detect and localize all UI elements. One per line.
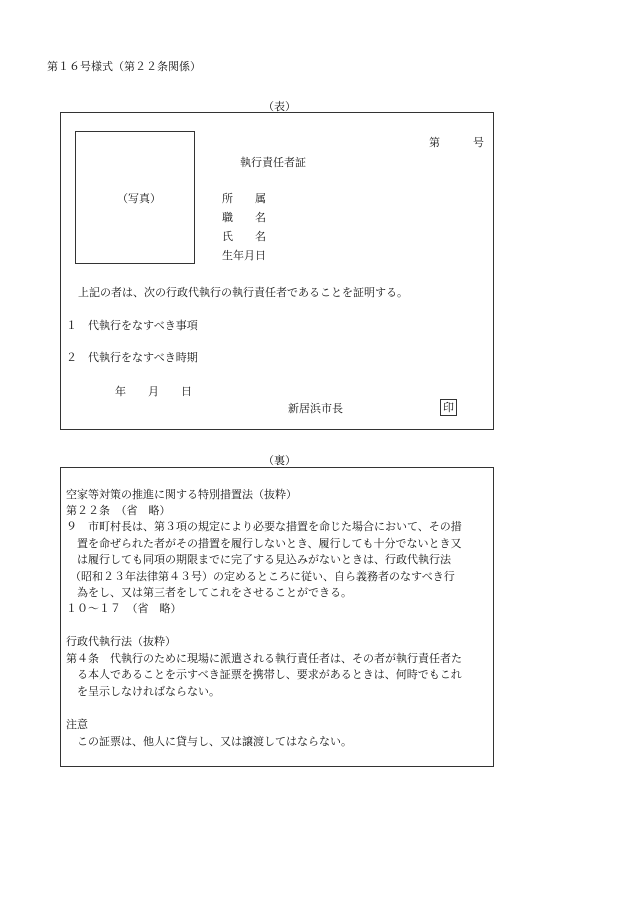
article-22-para-9-line5: 為をし、又は第三者をしてこれをさせることができる。 — [77, 586, 352, 599]
article-4-line3: を呈示しなければならない。 — [77, 685, 220, 698]
certification-text: 上記の者は、次の行政代執行の執行責任者であることを証明する。 — [78, 286, 408, 299]
item-matter: １ 代執行をなすべき事項 — [66, 319, 198, 332]
article-4-line2: る本人であることを示すべき証票を携帯し、要求があるときは、何時でもこれ — [77, 668, 462, 681]
field-position: 職 名 — [222, 211, 266, 224]
number-label: 第 号 — [429, 136, 484, 149]
note-text: この証票は、他人に貸与し、又は譲渡してはならない。 — [77, 735, 352, 748]
item-period: ２ 代執行をなすべき時期 — [66, 351, 198, 364]
field-affiliation: 所 属 — [222, 192, 266, 205]
law-title-admin-execution: 行政代執行法（抜粋） — [66, 635, 176, 648]
front-side-label: （表） — [263, 100, 296, 113]
photo-label: （写真） — [117, 192, 161, 205]
back-side-label: （裏） — [263, 454, 296, 467]
field-birthdate: 生年月日 — [222, 249, 266, 262]
note-heading: 注意 — [66, 718, 88, 731]
law-title-vacant-houses: 空家等対策の推進に関する特別措置法（抜粋） — [66, 488, 297, 501]
form-title: 第１６号様式（第２２条関係） — [47, 60, 201, 73]
article-22-para-9-line1: ９ 市町村長は、第３項の規定により必要な措置を命じた場合において、その措 — [66, 520, 462, 533]
field-name: 氏 名 — [222, 230, 266, 243]
article-22-para-9-line2: 置を命ぜられた者がその措置を履行しないとき、履行しても十分でないとき又 — [77, 537, 462, 550]
article-22: 第２２条 （省 略） — [66, 504, 171, 517]
card-title: 執行責任者証 — [240, 156, 306, 169]
article-22-para-9-line3: は履行しても同項の期限までに完了する見込みがないときは、行政代執行法 — [77, 553, 451, 566]
date-line: 年 月 日 — [115, 385, 192, 398]
article-22-para-10-17: １０～１７ （省 略） — [66, 602, 182, 615]
issuer: 新居浜市長 — [288, 402, 343, 415]
article-22-para-9-line4: （昭和２３年法律第４３号）の定めるところに従い、自ら義務者のなすべき行 — [70, 570, 455, 583]
seal-stamp: 印 — [440, 399, 457, 416]
article-4-line1: 第４条 代執行のために現場に派遣される執行責任者は、その者が執行責任者た — [66, 652, 462, 665]
